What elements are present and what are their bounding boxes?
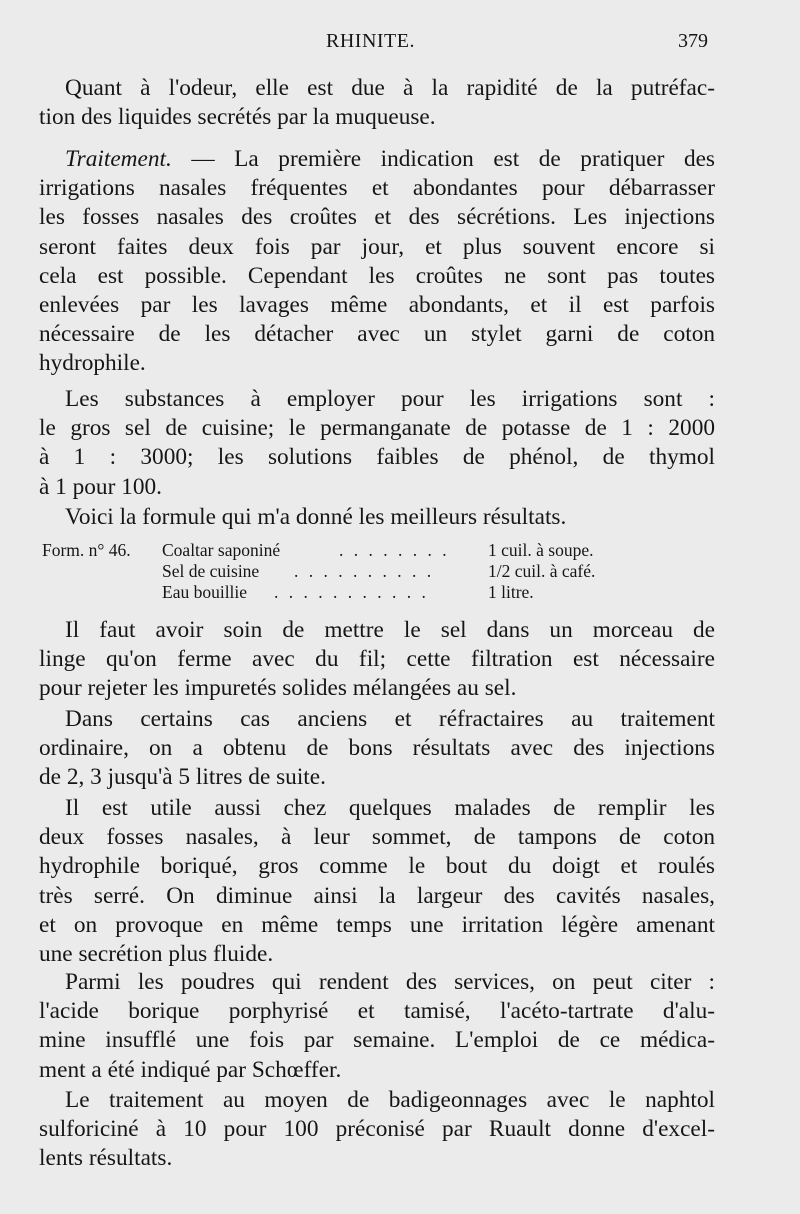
paragraph-tampons [39,794,715,969]
formula-ingredient: Sel de cuisine [162,561,260,581]
text-fragment: — La première indication est de pratiquer des [171,146,715,172]
text-line: pour rejeter les impuretés solides mélangées au sel. [39,675,517,702]
formula-leader-dots: . . . . . . . . . . . [274,582,429,602]
page-number: 379 [678,30,708,52]
formula-row [42,561,682,582]
text-line: hydrophile. [39,350,146,377]
text-line: linge qu'on ferme avec du fil; cette filtration est nécessaire [39,646,715,673]
text-line: très serré. On diminue ainsi la largeur des cavités nasales, [39,882,715,909]
paragraph-traitement [39,145,715,379]
text-line: une secrétion plus fluide. [39,941,274,968]
formula-ingredient: Eau bouillie [162,582,248,602]
formula-label: Form. n° 46. [42,540,131,560]
text-line: Dans certains cas anciens et réfractaires au traitement [65,706,715,732]
text-line: Il est utile aussi chez quelques malades de remplir les [65,795,715,821]
running-title: RHINITE. [326,30,415,52]
text-line: mine insufflé une fois par semaine. L'emploi de ce médica- [39,1027,715,1054]
text-line [39,145,715,174]
text-line: deux fosses nasales, à leur sommet, de tampons de coton [39,824,715,851]
formula-leader-dots: . . . . . . . . [339,540,450,560]
paragraph-naphtol [39,1086,715,1174]
paragraph-poudres [39,968,715,1085]
text-line: hydrophile boriqué, gros comme le bout du doigt et roulés [39,853,715,880]
text-line: Il faut avoir soin de mettre le sel dans un morceau de [65,617,715,643]
text-line: l'acide borique porphyrisé et tamisé, l'acéto-tartrate d'alu- [39,998,715,1025]
text-line: à 1 : 3000; les solutions faibles de phénol, de thymol [39,444,715,471]
text-line: ordinaire, on a obtenu de bons résultats avec des injections [39,735,715,762]
text-line: cela est possible. Cependant les croûtes ne sont pas toutes [39,262,715,289]
text-line: seront faites deux fois par jour, et plus souvent encore si [39,233,715,260]
text-line: les fosses nasales des croûtes et des sécrétions. Les injections [39,204,715,231]
text-line: nécessaire de les détacher avec un stylet garni de coton [39,321,715,348]
page-header [0,30,800,60]
text-line: à 1 pour 100. [39,473,162,500]
text-line: ment a été indiqué par Schœffer. [39,1056,342,1083]
formula-ingredient: Coaltar saponiné [162,540,281,560]
text-line: Quant à l'odeur, elle est due à la rapidité de la putréfac- [65,75,715,101]
formula-quantity: 1/2 cuil. à café. [488,561,596,581]
paragraph-cas-anciens [39,705,715,793]
text-line: irrigations nasales fréquentes et abondantes pour débarrasser [39,175,715,202]
paragraph-formule-intro [39,503,715,532]
paragraph-filtration [39,616,715,704]
formula-leader-dots: . . . . . . . . . . [294,561,435,581]
formula-quantity: 1 cuil. à soupe. [488,540,594,560]
text-line: de 2, 3 jusqu'à 5 litres de suite. [39,764,326,791]
paragraph-odeur [39,74,715,132]
formula-row [42,540,682,561]
text-line: enlevées par les lavages même abondants, et il est parfois [39,292,715,319]
formula-table [42,540,682,603]
text-line: le gros sel de cuisine; le permanganate de potasse de 1 : 2000 [39,415,715,442]
text-line: et on provoque en même temps une irritation légère amenant [39,911,715,938]
text-line: lents résultats. [39,1145,173,1172]
text-line: tion des liquides secrétés par la muqueuse. [39,104,436,131]
text-line: Le traitement au moyen de badigeonnages avec le naphtol [65,1087,715,1113]
text-line: Parmi les poudres qui rendent des services, on peut citer : [65,969,715,995]
text-line: Les substances à employer pour les irrigations sont : [65,386,715,412]
paragraph-substances [39,385,715,502]
formula-row [42,582,682,603]
text-line: sulforiciné à 10 pour 100 préconisé par Ruault donne d'excel- [39,1116,715,1143]
text-line: Voici la formule qui m'a donné les meilleurs résultats. [65,504,567,530]
section-lead: Traitement. [65,146,172,172]
formula-quantity: 1 litre. [488,582,534,602]
